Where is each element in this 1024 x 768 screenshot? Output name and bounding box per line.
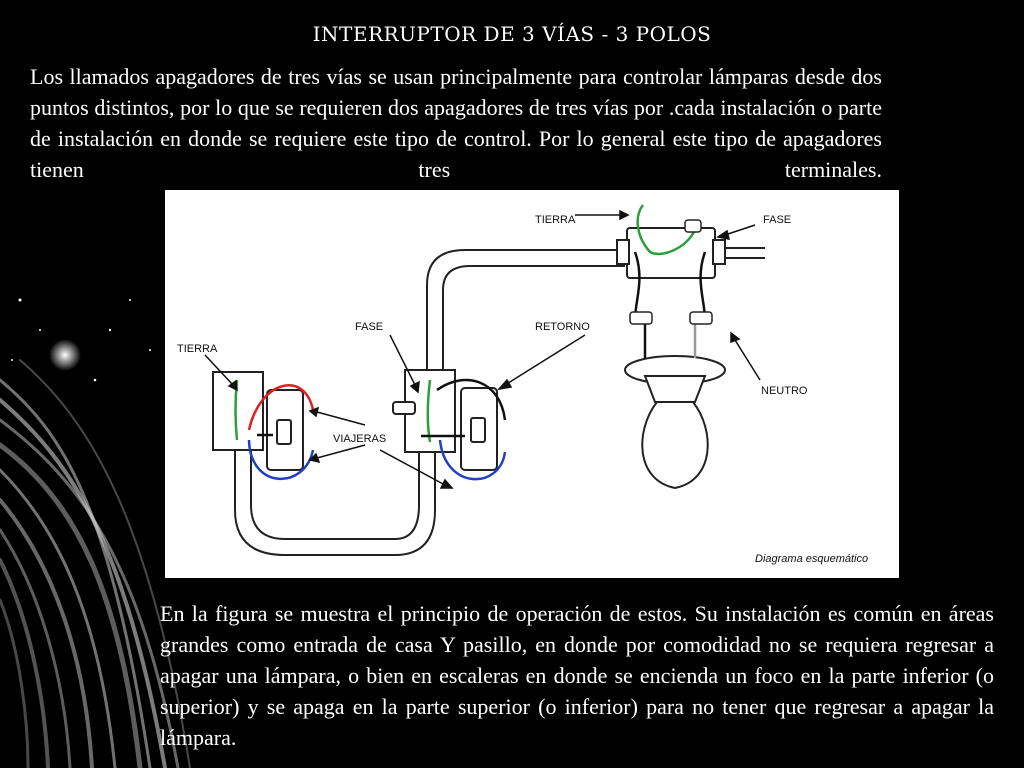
explanation-paragraph: En la figura se muestra el principio de operación de estos. Su instalación es común en áreas grandes como entrada de casa Y pasillo, en donde por comodidad no se requiera regresar a apagar una lámpara, o bien en escaleras en donde se encienda un foco en la parte inferior (o superior) y se apaga en la parte superior (o inferior) para no tener que regresar a apagar la lámpara. [160,601,994,750]
diagram-caption: Diagrama esquemático [755,553,869,565]
label-neutro: NEUTRO [761,385,808,397]
intro-paragraph: Los llamados apagadores de tres vías se usan principalmente para controlar lámparas desde dos puntos distintos, por lo que se requieren dos apagadores de tres vías por .cada instalación o parte de instalación en donde se requiere este tipo de control. Por lo general este tipo de apagadores tienen tres terminales. [30,64,882,182]
label-fase-top: FASE [763,214,792,226]
label-tierra-top: TIERRA [535,214,576,226]
page-title: INTERRUPTOR DE 3 VÍAS - 3 POLOS [312,22,712,46]
label-tierra-left: TIERRA [177,343,218,355]
label-retorno: RETORNO [535,321,590,333]
lamp [625,356,725,488]
conduit-top-inner [443,266,625,375]
switch-box-left [213,372,303,470]
label-viajeras: VIAJERAS [333,433,387,445]
wiring-diagram [165,190,899,578]
label-fase-mid: FASE [355,321,384,333]
